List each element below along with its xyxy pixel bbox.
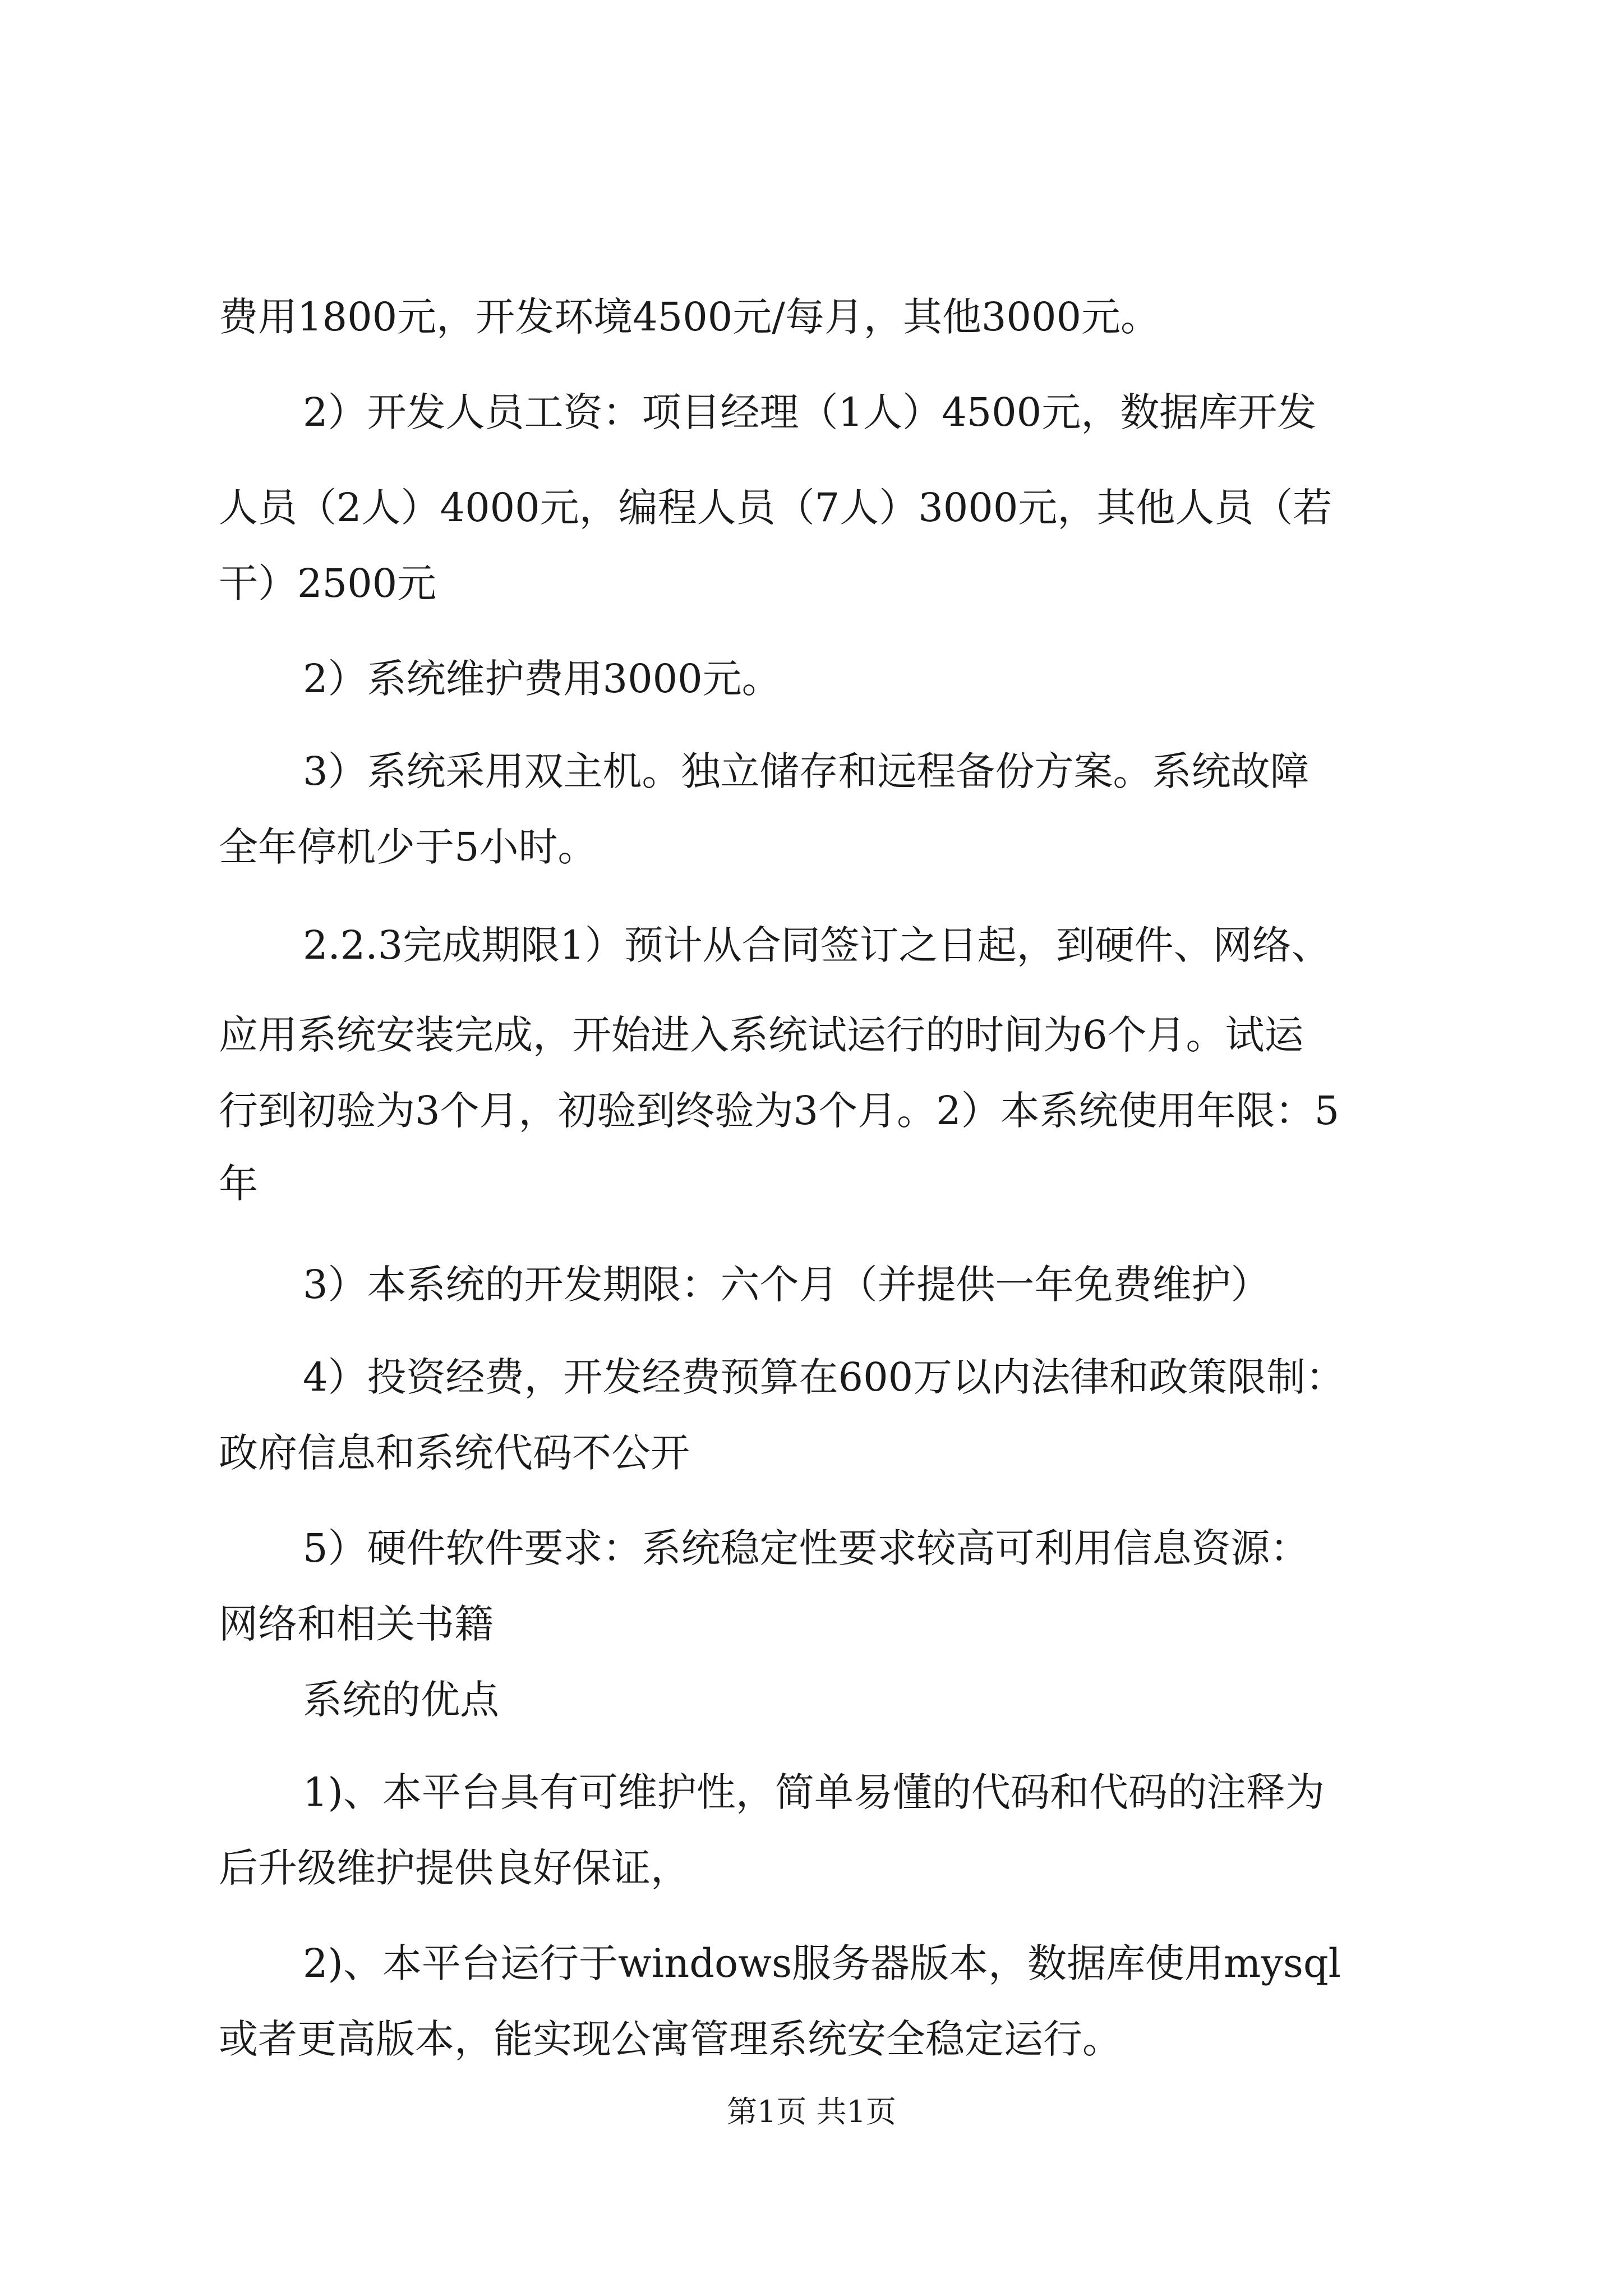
text-line-4: 干）2500元 [219, 560, 437, 606]
text-line-21: 或者更高版本，能实现公寓管理系统安全稳定运行。 [219, 2016, 1122, 2062]
text-line-1: 费用1800元，开发环境4500元/每月，其他3000元。 [219, 294, 1160, 340]
text-line-7: 全年停机少于5小时。 [219, 824, 597, 870]
text-line-10: 行到初验为3个月，初验到终验为3个月。2）本系统使用年限：5 [219, 1088, 1340, 1134]
page-number-footer: 第1页 共1页 [727, 2094, 896, 2129]
text-line-11: 年 [219, 1161, 258, 1207]
text-line-19: 后升级维护提供良好保证， [219, 1845, 690, 1891]
text-line-5: 2）系统维护费用3000元。 [303, 656, 781, 702]
text-line-18: 1)、本平台具有可维护性，简单易懂的代码和代码的注释为 [303, 1769, 1325, 1815]
text-line-20: 2)、本平台运行于windows服务器版本，数据库使用mysql [303, 1940, 1341, 1986]
text-line-2: 2）开发人员工资：项目经理（1人）4500元，数据库开发 [303, 389, 1317, 435]
text-line-8: 2.2.3完成期限1）预计从合同签订之日起，到硬件、网络、 [303, 922, 1331, 968]
text-line-15: 5）硬件软件要求：系统稳定性要求较高可利用信息资源： [303, 1525, 1310, 1571]
text-line-3: 人员（2人）4000元，编程人员（7人）3000元，其他人员（若 [219, 485, 1332, 531]
text-line-9: 应用系统安装完成，开始进入系统试运行的时间为6个月。试运 [219, 1012, 1304, 1058]
text-line-14: 政府信息和系统代码不公开 [219, 1430, 690, 1476]
text-line-17: 系统的优点 [303, 1677, 499, 1723]
text-line-13: 4）投资经费，开发经费预算在600万以内法律和政策限制： [303, 1354, 1345, 1400]
text-line-6: 3）系统采用双主机。独立储存和远程备份方案。系统故障 [303, 748, 1310, 794]
text-line-12: 3）本系统的开发期限：六个月（并提供一年免费维护） [303, 1262, 1270, 1308]
text-line-16: 网络和相关书籍 [219, 1601, 494, 1647]
